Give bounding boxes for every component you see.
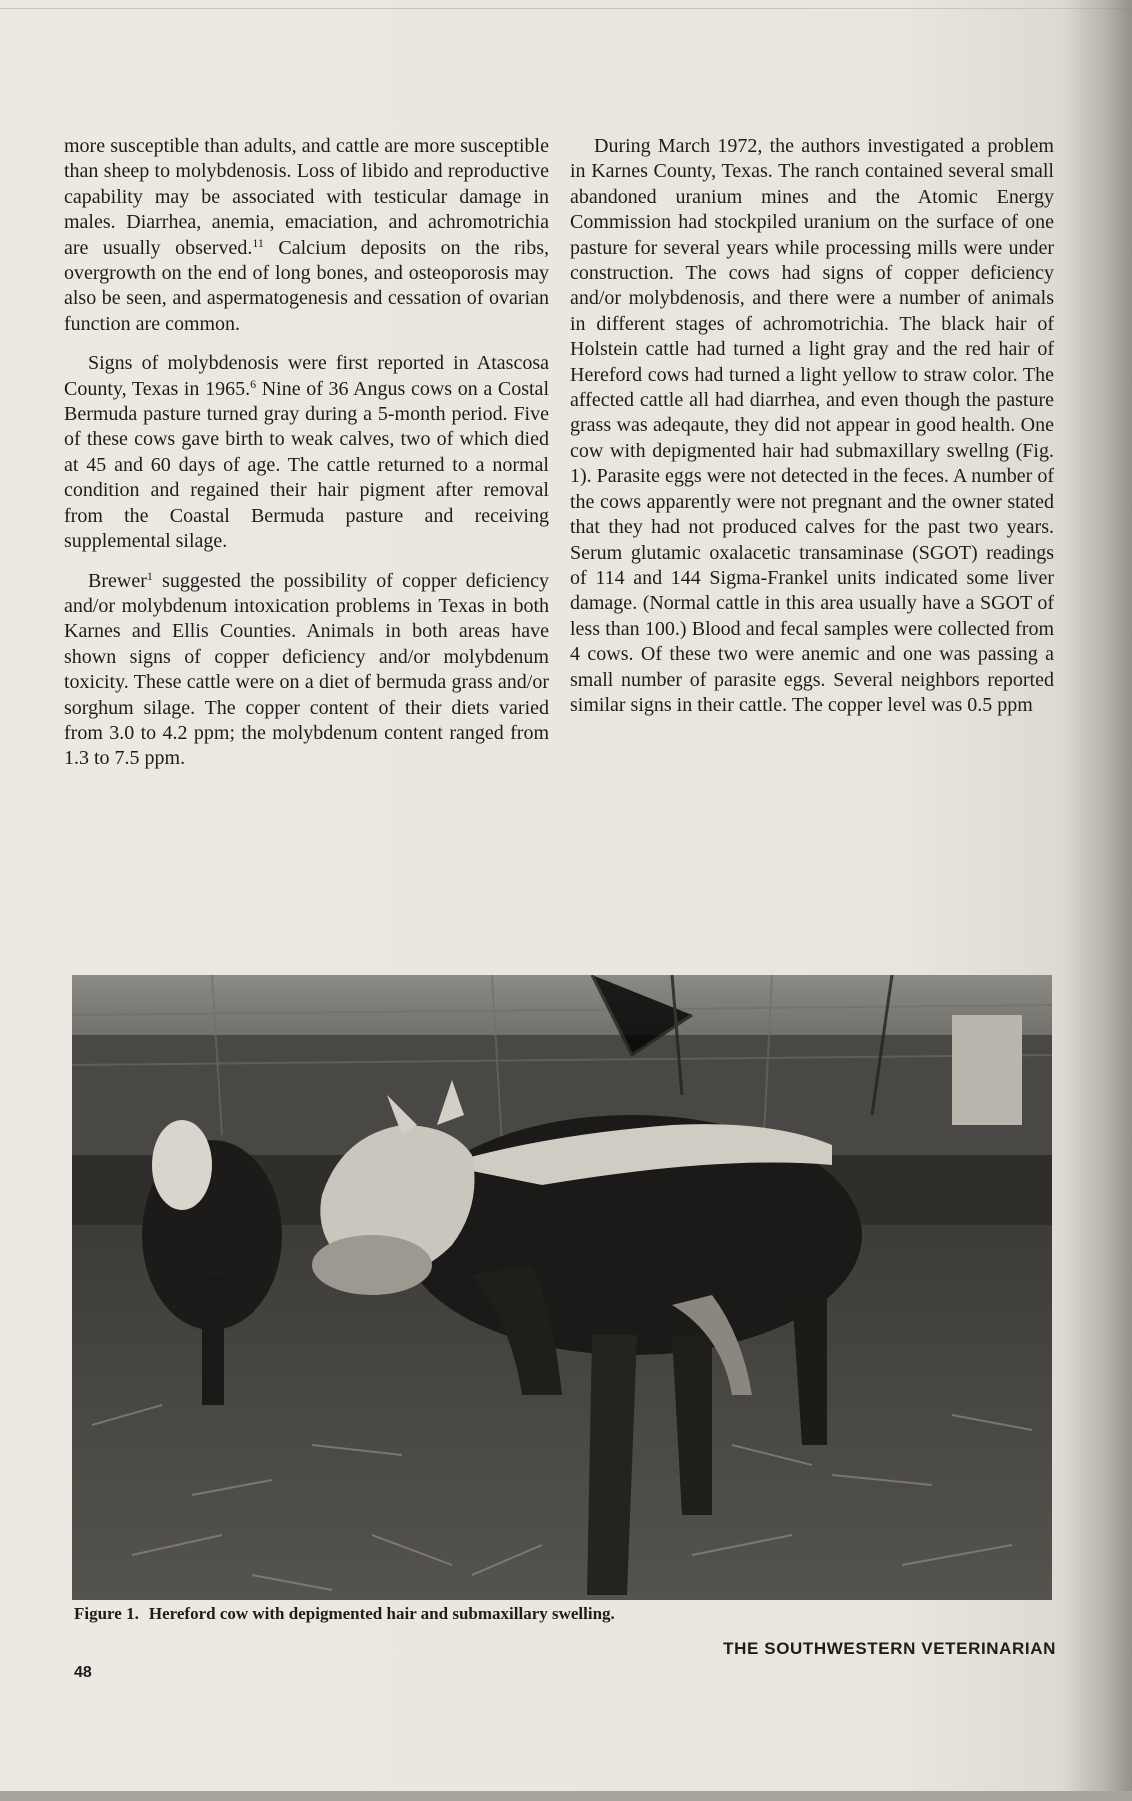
left-paragraph-1: more susceptible than adults, and cattle are more susceptible than sheep to molybdenosis. Loss of libido and reproductive capability may be associated with testicular damage in males. Diarrhea, anemia, emaciation, and achromotrichia are usually observed.$^{11}$ Calcium deposits on the ribs, overgrowth on the end of long bones, and osteoporosis may also be seen, and aspermatogenesis and cessation of ovarian function are common. <box>64 135 549 335</box>
bottom-edge <box>0 1791 1132 1801</box>
top-rule <box>0 8 1132 9</box>
page-number: 48 <box>74 1664 92 1681</box>
figure-caption-text: Hereford cow with depigmented hair and submaxillary swelling. <box>148 1604 615 1623</box>
figure-caption <box>74 1604 615 1624</box>
figure-1-photo <box>72 975 1052 1600</box>
footnote-ref: 1 <box>146 568 153 583</box>
right-column <box>570 134 1054 718</box>
left-column <box>64 134 549 772</box>
hereford-cow-photo <box>72 975 1052 1600</box>
figure-label: Figure 1. <box>74 1604 139 1623</box>
left-paragraph-2: Signs of molybdenosis were first reported in Atascosa County, Texas in 1965.$^6$ Nine of 36 Angus cows on a Costal Bermuda pasture turned gray during a 5-month period. Five of these cows gave birth to weak calves, two of which died at 45 and 60 days of age. The cattle returned to a normal condition and regained their hair pigment after removal from the Coastal Bermuda pasture and receiving supplemental silage. <box>64 352 549 553</box>
left-paragraph-3: Brewer$^1$ suggested the possibility of copper deficiency and/or molybdenum intoxication problems in Texas in both Karnes and Ellis Counties. Animals in both areas have shown signs of copper deficiency and/or molybdenum toxicity. These cattle were on a diet of bermuda grass and/or sorghum silage. The copper content of their diets varied from 3.0 to 4.2 ppm; the molybdenum content ranged from 1.3 to 7.5 ppm. <box>64 568 549 770</box>
binding-shadow <box>1062 0 1132 1801</box>
right-paragraph-1: During March 1972, the authors investigated a problem in Karnes County, Texas. The ranch contained several small abandoned uranium mines and the Atomic Energy Commission had stockpiled uranium on the surface of one pasture for several years while processing mills were under construction. The cows had signs of copper deficiency and/or molybdenosis, and there were a number of animals in different stages of achromotrichia. The black hair of Holstein cattle had turned a light gray and the red hair of Hereford cows had turned a light yellow to straw color. The affected cattle all had diarrhea, and even though the pasture grass was adeqaute, they did not appear in good health. One cow with depigmented hair had submaxillary swellng (Fig. 1). Parasite eggs were not detected in the feces. A number of the cows apparently were not pregnant and the owner stated that they had not produced calves for the past two years. Serum glutamic oxalacetic transaminase (SGOT) readings of 114 and 144 Sigma-Frankel units indicated some liver damage. (Normal cattle in this area usually have a SGOT of less than 100.) Blood and fecal samples were collected from 4 cows. Of these two were anemic and one was passing a small number of parasite eggs. Several neighbors reported similar signs in their cattle. The copper level was 0.5 ppm <box>570 135 1054 716</box>
footnote-ref: 11 <box>252 235 264 250</box>
footnote-ref: 6 <box>250 376 257 391</box>
journal-title: THE SOUTHWESTERN VETERINARIAN <box>723 1639 1056 1658</box>
